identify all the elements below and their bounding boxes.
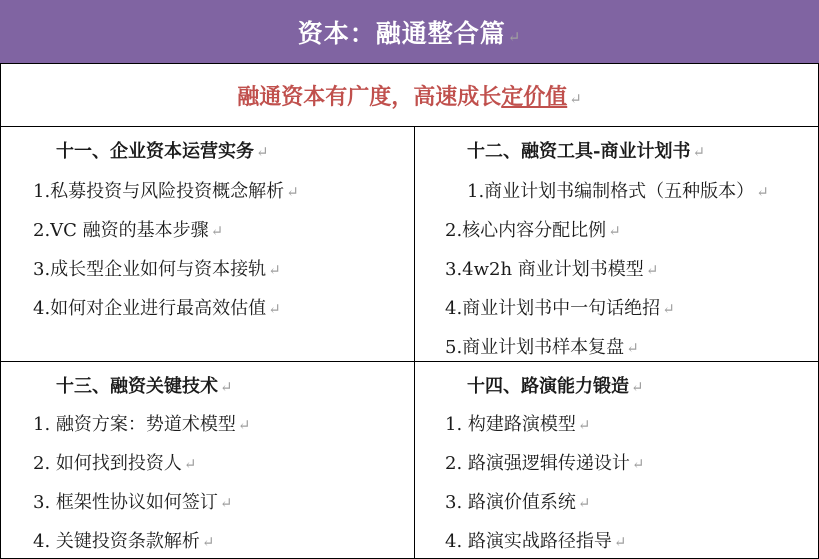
paragraph-mark-icon: ↵ [268,300,281,318]
paragraph-mark-icon: ↵ [645,261,659,279]
title-banner [0,0,819,64]
list-item: 2. 如何找到投资人 ↵ [33,453,197,474]
list-item: 2.核心内容分配比例 ↵ [445,220,621,241]
paragraph-mark-icon: ↵ [210,222,224,240]
list-item: 3.成长型企业如何与资本接轨 ↵ [33,259,281,280]
paragraph-mark-icon: ↵ [577,416,591,434]
subtitle-row [0,64,819,127]
list-item: 4.商业计划书中一句话绝招 ↵ [445,298,675,319]
section-heading: 十四、路演能力锻造 ↵ [467,376,644,397]
list-item: 1. 构建路演模型 ↵ [445,414,591,435]
section-11-cell [0,127,415,362]
paragraph-mark-icon: ↵ [631,378,644,396]
page-title [298,14,522,50]
paragraph-mark-icon: ↵ [183,455,197,473]
list-item: 1.私募投资与风险投资概念解析 ↵ [33,181,299,202]
section-heading: 十三、融资关键技术 ↵ [56,376,233,397]
paragraph-mark-icon: ↵ [608,222,621,240]
paragraph-mark-icon: ↵ [507,27,522,46]
subtitle-prefix: 融通资本有广度，高速成长 [237,83,502,110]
list-item: 2.VC 融资的基本步骤 ↵ [33,220,224,241]
list-item: 1. 融资方案：势道术模型 ↵ [33,414,251,435]
list-item: 3. 路演价值系统 ↵ [445,492,591,513]
paragraph-mark-icon: ↵ [613,533,627,551]
paragraph-mark-icon: ↵ [626,339,639,357]
title-label: 资本：融通整合篇 [297,18,506,48]
paragraph-mark-icon: ↵ [256,143,269,161]
subtitle-underlined: 定价值 [501,83,568,110]
list-item: 5.商业计划书样本复盘 ↵ [445,337,639,358]
list-item: 3.4w2h 商业计划书模型 ↵ [445,259,659,280]
list-item: 4. 关键投资条款解析 ↵ [33,531,215,552]
section-heading: 十二、融资工具-商业计划书 ↵ [467,141,706,162]
list-item: 2. 路演强逻辑传递设计 ↵ [445,453,645,474]
paragraph-mark-icon: ↵ [662,300,675,318]
list-item: 4.如何对企业进行最高效估值 ↵ [33,298,281,319]
paragraph-mark-icon: ↵ [201,533,215,551]
paragraph-mark-icon: ↵ [569,89,582,108]
section-14-cell [415,362,819,559]
paragraph-mark-icon: ↵ [692,143,706,161]
paragraph-mark-icon: ↵ [756,183,769,201]
section-12-cell [415,127,819,362]
list-item: 3. 框架性协议如何签订 ↵ [33,492,233,513]
paragraph-mark-icon: ↵ [237,416,251,434]
paragraph-mark-icon: ↵ [219,494,233,512]
paragraph-mark-icon: ↵ [631,455,645,473]
paragraph-mark-icon: ↵ [577,494,591,512]
subtitle [237,80,582,111]
list-item: 1.商业计划书编制格式（五种版本） ↵ [467,181,769,202]
section-heading: 十一、企业资本运营实务 ↵ [56,141,269,162]
paragraph-mark-icon: ↵ [220,378,233,396]
paragraph-mark-icon: ↵ [286,183,299,201]
paragraph-mark-icon: ↵ [268,261,281,279]
list-item: 4. 路演实战路径指导 ↵ [445,531,627,552]
section-13-cell [0,362,415,559]
